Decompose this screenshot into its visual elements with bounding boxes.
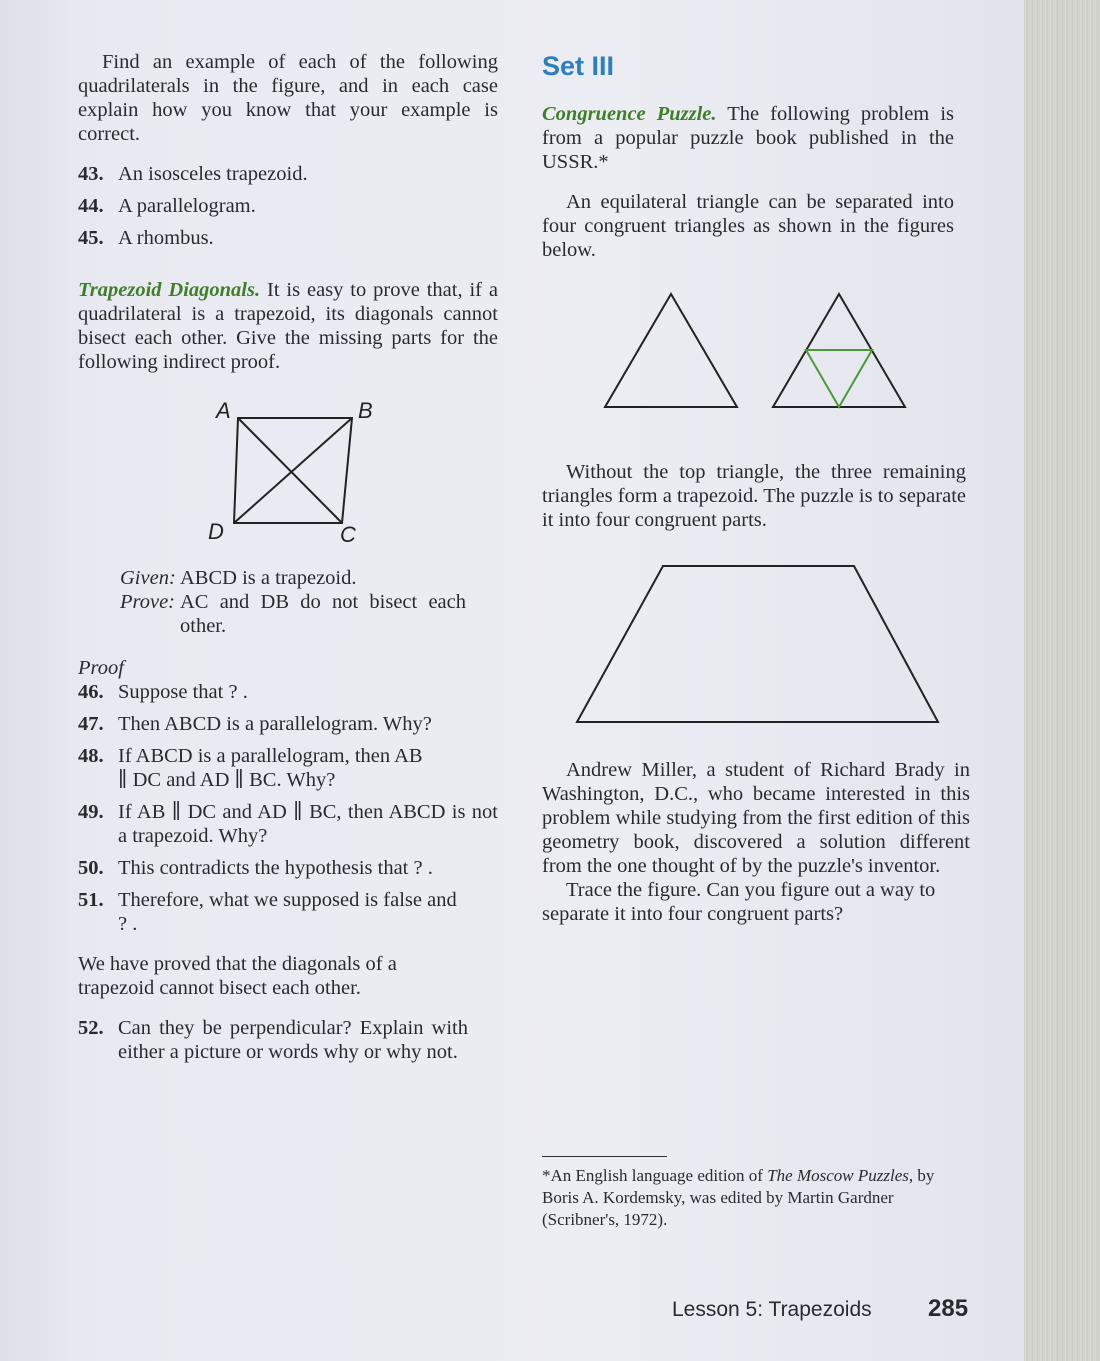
given-text: ABCD is a trapezoid. [180, 567, 357, 589]
subdivided-triangle [773, 294, 905, 407]
trapezoid-diagonals-heading: Trapezoid Diagonals. [78, 279, 261, 301]
exercise-text: A rhombus. [118, 227, 214, 249]
book-page-edge [1024, 0, 1100, 1361]
triangle-paragraph: An equilateral triangle can be separated into four congruent triangles as shown in the figures below. [542, 191, 954, 261]
exercise-46 [78, 680, 498, 704]
exercise-49 [78, 800, 498, 848]
footnote-book-title: The Moscow Puzzles, [767, 1166, 914, 1185]
triangle-figures [542, 284, 962, 424]
exercise-number: 46. [78, 681, 104, 703]
exercise-text: Suppose that ? . [118, 681, 248, 703]
exercise-51 [78, 888, 458, 936]
exercise-number: 47. [78, 713, 104, 735]
conclusion-paragraph: We have proved that the diagonals of a trapezoid cannot bisect each other. [78, 953, 397, 999]
diagonal-bd [234, 418, 352, 523]
congruence-puzzle-heading: Congruence Puzzle. [542, 103, 717, 125]
prove-label: Prove: [120, 591, 176, 613]
page-number: 285 [928, 1295, 969, 1322]
right-column [542, 50, 972, 1229]
exercise-number: 48. [78, 745, 104, 767]
exercise-48 [78, 744, 428, 792]
vertex-label-c: C [340, 522, 356, 544]
prove-line [78, 590, 466, 638]
set-heading: Set III [542, 51, 615, 81]
andrew-miller-paragraph: Andrew Miller, a student of Richard Brady in Washington, D.C., who became interested in this problem while studying from the first edition of this geometry book, discovered a solution different from the one thought of by the puzzle's inventor. [542, 759, 970, 877]
exercise-text: If ABCD is a parallelogram, then AB ∥ DC and AD ∥ BC. Why? [118, 745, 423, 791]
trace-paragraph: Trace the figure. Can you figure out a way to separate it into four congruent parts? [542, 879, 936, 925]
left-column [78, 50, 498, 1064]
footnote-prefix: *An English language edition of [542, 1166, 768, 1185]
exercise-text: If AB ∥ DC and AD ∥ BC, then ABCD is not a trapezoid. Why? [118, 801, 498, 847]
intro-paragraph: Find an example of each of the following quadrilaterals in the figure, and in each case explain how you know that your example is correct. [78, 51, 498, 145]
exercise-number: 43. [78, 163, 104, 185]
congruence-puzzle-text: The following problem is from a popular puzzle book published in the USSR.* [542, 103, 954, 173]
exercise-number: 49. [78, 801, 104, 823]
exercise-text: A parallelogram. [118, 195, 256, 217]
exercise-43 [78, 162, 498, 186]
exercise-text: This contradicts the hypothesis that ? . [118, 857, 433, 879]
proof-label: Proof [78, 657, 124, 679]
footer-lesson-title: Lesson 5: Trapezoids [672, 1298, 872, 1321]
trapezoid-diagonals-text: It is easy to prove that, if a quadrilateral is a trapezoid, its diagonals cannot bisect each other. Give the missing parts for the following indirect proof. [78, 279, 498, 373]
exercise-text: Can they be perpendicular? Explain with either a picture or words why or why not. [118, 1017, 468, 1063]
without-top-paragraph: Without the top triangle, the three remaining triangles form a trapezoid. The puzzle is to separate it into four congruent parts. [542, 461, 966, 531]
trapezoid-figure [78, 394, 498, 544]
exercise-45 [78, 226, 498, 250]
equilateral-triangle [605, 294, 737, 407]
given-label: Given: [120, 567, 176, 589]
vertex-label-d: D [208, 519, 224, 544]
exercise-text: An isosceles trapezoid. [118, 163, 308, 185]
exercise-number: 45. [78, 227, 104, 249]
exercise-number: 44. [78, 195, 104, 217]
inner-green-triangle [806, 350, 872, 407]
footnote [542, 1156, 952, 1231]
exercise-50 [78, 856, 498, 880]
exercise-text: Then ABCD is a parallelogram. Why? [118, 713, 432, 735]
footnote-suffix: by Boris A. Kordemsky, was edited by Martin Gardner (Scribner's, 1972). [542, 1166, 935, 1229]
vertex-label-a: A [216, 398, 231, 423]
footnote-rule [542, 1156, 667, 1157]
given-line [78, 566, 498, 590]
prove-text: AC and DB do not bisect each other. [180, 591, 466, 637]
exercise-number: 52. [78, 1017, 104, 1039]
congruence-puzzle-paragraph [542, 102, 954, 174]
exercise-47 [78, 712, 498, 736]
diagonal-ac [238, 418, 342, 523]
trapezoid-puzzle-figure [542, 558, 962, 728]
exercise-number: 51. [78, 889, 104, 911]
exercise-44 [78, 194, 498, 218]
footnote-text [542, 1165, 952, 1231]
vertex-label-b: B [358, 398, 373, 423]
puzzle-trapezoid [577, 566, 938, 722]
exercise-52 [78, 1016, 468, 1064]
exercise-number: 50. [78, 857, 104, 879]
trapezoid-diagonals-paragraph [78, 278, 498, 374]
exercise-text: Therefore, what we supposed is false and ? . [118, 889, 457, 935]
